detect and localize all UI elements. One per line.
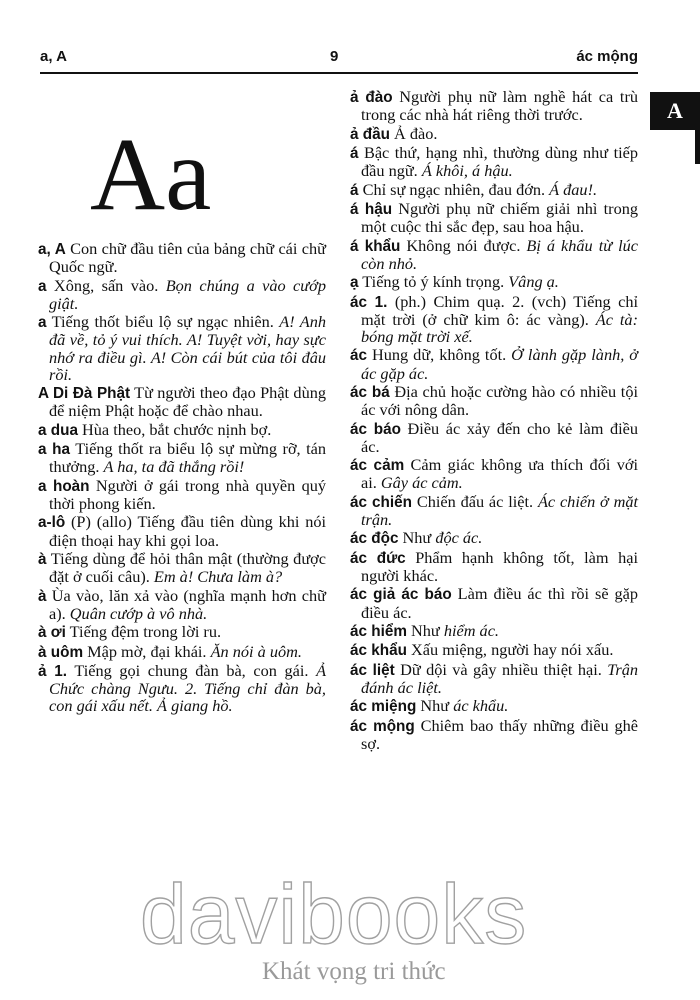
entry-headword: à (38, 587, 47, 605)
entry-definition: Ùa vào, lăn xả vào (nghĩa mạnh hơn chữ a). (46, 585, 326, 623)
dictionary-entry (38, 421, 326, 439)
entry-definition: Ả đào. (389, 123, 438, 143)
thumb-index-bar (695, 130, 700, 164)
entry-definition: Dữ dội và gây nhiều thiệt hại. (394, 659, 608, 679)
dictionary-entry (38, 513, 326, 548)
entry-definition: Chiến đấu ác liệt. (412, 491, 538, 511)
dictionary-entry (350, 493, 638, 528)
entry-headword: á hậu (350, 200, 393, 218)
dictionary-entry (38, 384, 326, 419)
entry-headword: à ơi (38, 624, 66, 642)
entry-definition: Hùa theo, bắt chước nịnh bợ. (77, 419, 272, 439)
entry-example: Á đau!. (549, 179, 598, 199)
entry-headword: ả 1. (38, 662, 68, 680)
dictionary-entry (350, 622, 638, 640)
dictionary-entry (38, 587, 326, 622)
entry-definition: Chỉ sự ngạc nhiên, đau đớn. (358, 179, 550, 199)
entry-definition: Bậc thứ, hạng nhì, thường dùng như tiếp đầu ngữ. (358, 142, 638, 181)
entry-definition: Tiếng thốt biểu lộ sự ngạc nhiên. (46, 312, 280, 332)
entry-definition: Như (398, 528, 436, 548)
entry-definition: Điều ác xảy đến cho kẻ làm điều ác. (361, 418, 638, 456)
entry-definition: Tiếng thốt ra biểu lộ sự mừng rỡ, tán thưởng. (49, 439, 326, 477)
entry-headword: a (38, 277, 47, 295)
dictionary-entry (350, 125, 638, 143)
right-column (350, 88, 638, 753)
entry-headword: a ha (38, 441, 71, 459)
entry-headword: A Di Đà Phật (38, 385, 131, 403)
dictionary-entry (350, 200, 638, 235)
dictionary-entry (350, 456, 638, 491)
header-right-guideword: ác mộng (576, 48, 638, 65)
entry-definition: Chiêm bao thấy những điều ghê sợ. (361, 715, 638, 753)
dictionary-entry (38, 662, 326, 715)
dictionary-entry (350, 585, 638, 620)
entry-example: Quân cướp à vô nhà. (69, 603, 208, 623)
entry-example: Á khôi, á hậu. (421, 161, 513, 181)
dictionary-entry (350, 661, 638, 696)
dictionary-entry (38, 477, 326, 512)
entry-definition: Tiếng dùng để hỏi thân mật (thường được đặt ở cuối câu). (46, 548, 326, 587)
entry-definition: Địa chủ hoặc cường hào có nhiều tội ác với nông dân. (361, 381, 638, 420)
entry-example: Ở lành gặp lành, ở ác gặp ác. (361, 345, 638, 383)
dictionary-entry (350, 237, 638, 272)
entry-headword: a (38, 314, 47, 332)
entry-example: Em à! Chưa làm à? (153, 567, 283, 587)
entry-example: Gây ác cảm. (380, 473, 463, 493)
entry-definition: Tiếng tỏ ý kính trọng. (358, 272, 509, 292)
entry-definition: Người ở gái trong nhà quyền quý thời phong kiến. (49, 475, 327, 513)
dictionary-entry (38, 277, 326, 312)
entry-headword: ác bá (350, 383, 390, 401)
dictionary-entry (38, 643, 326, 661)
dictionary-entry (350, 273, 638, 291)
entry-headword: á (350, 144, 359, 162)
entry-example: A ha, ta đã thắng rồi! (103, 457, 245, 477)
entry-headword: ác báo (350, 420, 401, 438)
entry-definition: Người phụ nữ làm nghề hát ca trù trong các nhà hát riêng thời trước. (361, 87, 639, 125)
entry-headword: ác giả ác báo (350, 586, 452, 604)
entry-headword: ác cảm (350, 457, 405, 475)
dictionary-entry (350, 549, 638, 584)
entry-definition: Tiếng gọi chung đàn bà, con gái. (67, 660, 317, 680)
entry-definition: Xông, sấn vào. (46, 275, 166, 295)
entry-example: Ả Chức chàng Ngưu. 2. Tiếng chỉ đàn bà, con gái xấu nết. Ả giang hồ. (49, 660, 327, 716)
entry-headword: ạ (350, 274, 359, 292)
entry-example: Bị á khẩu từ lúc còn nhỏ. (361, 235, 638, 273)
dictionary-entry (350, 144, 638, 179)
thumb-index-tab: A (650, 92, 700, 130)
dictionary-entry (38, 550, 326, 585)
entry-headword: ả đầu (350, 125, 390, 143)
entry-headword: á (350, 181, 359, 199)
page-header (40, 46, 638, 74)
entry-headword: á khẩu (350, 237, 401, 255)
entry-headword: ác miệng (350, 698, 417, 716)
entry-definition: Làm điều ác thì rồi sẽ gặp điều ác. (361, 584, 639, 622)
dictionary-entry (350, 529, 638, 547)
entry-example: Trận đánh ác liệt. (361, 659, 638, 697)
dictionary-entry (38, 240, 326, 275)
entry-example: độc ác. (435, 528, 483, 548)
dictionary-entry (350, 88, 638, 123)
dictionary-entry (350, 293, 638, 346)
left-column (38, 240, 326, 716)
header-left-guideword: a, A (40, 48, 67, 65)
section-letter: Aa (90, 117, 212, 232)
entry-headword: ả đào (350, 89, 393, 106)
dictionary-entry (38, 623, 326, 641)
entry-definition: Cảm giác không ưa thích đối với ai. (361, 455, 638, 493)
entry-definition: (ph.) Chim quạ. 2. (vch) Tiếng chỉ mặt trời (ở chữ kim ô: ác vàng). (361, 291, 639, 329)
entry-headword: ác khẩu (350, 642, 407, 660)
entry-example: hiểm ác. (443, 620, 499, 640)
entry-headword: ác độc (350, 530, 399, 548)
entry-definition: Tiếng đệm trong lời ru. (65, 622, 222, 642)
entry-definition: Con chữ đầu tiên của bảng chữ cái chữ Quốc ngữ. (49, 239, 326, 277)
entry-example: Ăn nói à uôm. (210, 641, 302, 661)
entry-definition: Như (406, 620, 444, 640)
entry-headword: a, A (38, 241, 66, 258)
entry-headword: ác chiến (350, 493, 412, 511)
entry-definition: (P) (allo) Tiếng đầu tiên dùng khi nói điện thoại hay khi gọi loa. (49, 512, 326, 550)
watermark-slogan: Khát vọng tri thức (262, 958, 446, 985)
page-number: 9 (330, 48, 339, 65)
dictionary-entry (350, 181, 638, 199)
entry-headword: ác đức (350, 549, 406, 567)
entry-headword: ác liệt (350, 661, 395, 679)
entry-headword: a hoàn (38, 477, 90, 495)
entry-example: A! Anh đã về, tỏ ý vui thích. A! Tuyệt vời, hay sực nhớ ra điều gì. A! Còn cái bút của tôi đâu rồi. (49, 312, 326, 384)
entry-example: Ác tà: bóng mặt trời xế. (361, 309, 638, 346)
entry-headword: à uôm (38, 643, 84, 661)
dictionary-entry (350, 420, 638, 455)
entry-definition: Phẩm hạnh không tốt, làm hại người khác. (361, 547, 639, 585)
entry-definition: Hung dữ, không tốt. (367, 345, 512, 365)
entry-headword: ác mộng (350, 717, 415, 735)
dictionary-entry (350, 717, 638, 752)
watermark-brand: davibooks (140, 867, 528, 961)
entry-definition: Mập mờ, đại khái. (83, 641, 211, 661)
entry-definition: Từ người theo đạo Phật dùng để niệm Phật hoặc để chào nhau. (49, 383, 326, 421)
entry-headword: ác (350, 347, 368, 365)
dictionary-entry (350, 346, 638, 381)
dictionary-entry (350, 383, 638, 418)
entry-headword: a-lô (38, 514, 66, 532)
entry-definition: Như (416, 696, 454, 716)
entry-headword: à (38, 550, 47, 568)
entry-example: Bọn chúng a vào cướp giật. (49, 275, 326, 313)
entry-definition: Không nói được. (400, 235, 527, 255)
entry-headword: ác 1. (350, 293, 388, 311)
entry-definition: Người phụ nữ chiếm giải nhì trong một cuộc thi sắc đẹp, sau hoa hậu. (361, 198, 638, 237)
dictionary-entry (38, 440, 326, 475)
entry-definition: Xấu miệng, người hay nói xấu. (406, 640, 614, 660)
entry-headword: a dua (38, 421, 78, 439)
dictionary-entry (350, 697, 638, 715)
dictionary-entry (38, 313, 326, 383)
entry-example: ác khẩu. (453, 696, 509, 716)
entry-example: Ác chiến ở mặt trận. (361, 491, 639, 529)
entry-example: Vâng ạ. (508, 272, 559, 292)
entry-headword: ác hiểm (350, 622, 407, 640)
dictionary-entry (350, 641, 638, 659)
